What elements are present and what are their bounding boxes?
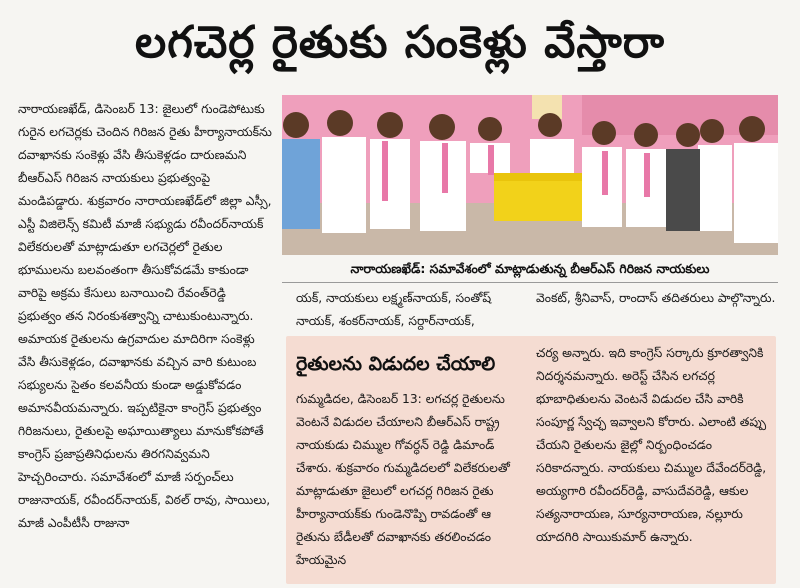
sidebar-story-left-column [296,388,522,572]
meeting-photo-illustration [282,95,778,255]
article-body-text: నారాయణఖేడ్, డిసెంబర్ 13: జైలులో గుండెపోటుకు గురైన లగచెర్లకు చెందిన గిరిజన రైతు హీర్యానాయక్‌ను దవాఖానకు సంకెళ్లు వేసి తీసుకెళ్లడం దారుణమని బీఆర్‌ఎస్ గిరిజన నాయకులు ప్రభుత్వంపై మండిపడ్డారు. శుక్రవారం నారాయణఖేడ్‌లో జిల్లా ఎస్సీ, ఎస్టీ విజిలెన్స్ కమిటీ మాజీ సభ్యుడు రవీందర్‌నాయక్ విలేకరులతో మాట్లాడుతూ లగచెర్లలో రైతుల భూములను బలవంతంగా తీసుకోవడమే కాకుండా వారిపై అక్రమ కేసులు బనాయించి రేవంత్‌రెడ్డి ప్రభుత్వం తన నిరంకుశత్వాన్ని చాటుకుంటున్నారు. అమాయక రైతులను ఉగ్రవాదుల మాదిరిగా సంకెళ్లు వేసి తీసుకెళ్లడం, దవాఖానకు వచ్చిన వారి కుటుంబ సభ్యులను సైతం కలవనీయ కుండా అడ్డుకోవడం అమానవీయమన్నారు. ఇప్పటికైనా కాంగ్రెస్ ప్రభుత్వం గిరిజనులు, రైతులపై అఘాయిత్యాలు మానుకోకపోతే కాంగ్రెస్ ప్రజాప్రతినిధులను తిరగనివ్వమని హెచ్చరించారు. సమావేశంలో మాజీ సర్పంచ్‌లు రాజునాయక్, రవీందర్‌నాయక్, విఠల్ రావు, సాయిలు, మాజీ ఎంపీటీసీ రాజునా [18,102,272,530]
sidebar-story-text: చర్య అన్నారు. ఇది కాంగ్రెస్ సర్కారు క్రూరత్వానికి నిదర్శనమన్నారు. అరెస్ట్ చేసిన లగచర్ల భూబాధితులను వెంటనే విడుదల చేసి వారికి సంపూర్ణ స్వేచ్ఛ ఇవ్వాలని కోరారు. ఎలాంటి తప్పు చేయని రైతులను జైల్లో నిర్బంధించడం సరికాదన్నారు. నాయకులు చిమ్ముల దేవేందర్‌రెడ్డి, అయ్యగారి రవీందర్‌రెడ్డి, వాసుదేవరెడ్డి, ఆకుల సత్యనారాయణ, సూర్యనారాయణ, నల్లూరు యాదగిరి సాయికుమార్ ఉన్నారు. [536,346,767,544]
sidebar-story-right-column [536,342,776,549]
sidebar-story-headline: రైతులను విడుదల చేయాలి [296,353,496,375]
article-middle-column [296,287,530,333]
caption-divider [282,282,778,283]
article-left-column [18,98,272,535]
article-body-text: యక్, నాయకులు లక్ష్మణ్‌నాయక్, సంతోష్ నాయక్, శంకర్‌నాయక్, సర్దార్‌నాయక్, [296,291,492,328]
article-right-column [536,287,778,310]
photo-caption: నారాయణఖేడ్: సమావేశంలో మాట్లాడుతున్న బీఆర్‌ఎస్ గిరిజన నాయకులు [350,261,710,276]
sidebar-story-text: గుమ్మడిదల, డిసెంబర్ 13: లగచర్ల రైతులను వెంటనే విడుదల చేయాలని బీఆర్‌ఎస్ రాష్ట్ర నాయకుడు చిమ్ముల గోవర్ధన్ రెడ్డి డిమాండ్ చేశారు. శుక్రవారం గుమ్మడిదలలో విలేకరులతో మాట్లాడుతూ జైలులో లగచర్ల గిరిజన రైతు హీర్యానాయక్‌కు గుండెనొప్పి రావడంతో ఆ రైతును బేడీలతో దవాఖానకు తరలించడం హేయమైన [296,392,510,567]
headline: లగచెర్ల రైతుకు సంకెళ్లు వేస్తారా [135,17,665,68]
article-body-text: వెంకట్, శ్రీనివాస్, రాందాస్ తదితరులు పాల్గొన్నారు. [536,291,776,305]
news-photo [282,95,778,255]
